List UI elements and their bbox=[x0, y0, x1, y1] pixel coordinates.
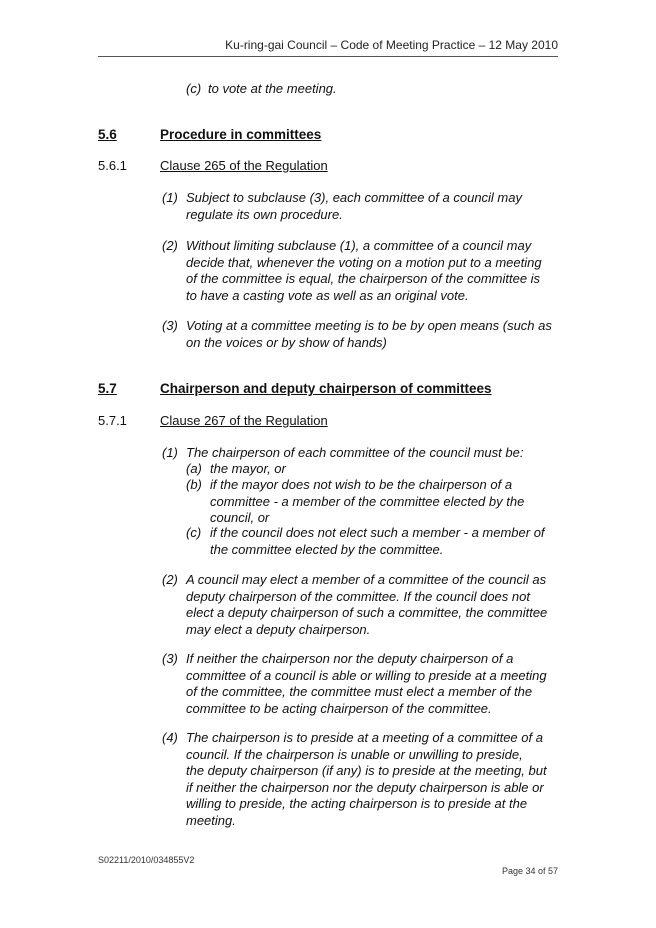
section-title: Chairperson and deputy chairperson of committees bbox=[160, 381, 492, 396]
list-item-text: If neither the chairperson nor the deputy chairperson of a committee of a council is able or willing to preside at a meeting of the committee, the committee must elect a member of the committee to be acting chairperson of the committee. bbox=[186, 651, 547, 716]
section-title: Procedure in committees bbox=[160, 127, 322, 142]
list-item-text: The chairperson of each committee of the council must be: bbox=[186, 445, 524, 460]
list-marker: (b) bbox=[186, 477, 202, 492]
list-marker: (a) bbox=[186, 461, 202, 476]
list-marker: (c) bbox=[186, 525, 202, 540]
subsection-title: Clause 267 of the Regulation bbox=[160, 413, 328, 428]
list-marker: (3) bbox=[162, 651, 178, 666]
page-header: Ku-ring-gai Council – Code of Meeting Practice – 12 May 2010 bbox=[225, 38, 558, 52]
list-item-text: Without limiting subclause (1), a committee of a council may decide that, whenever the voting on a motion put to a meeting of the committee is equal, the chairperson of the committee is to have a casting vote as well as an original vote. bbox=[186, 238, 542, 303]
page-number: Page 34 of 57 bbox=[501, 866, 558, 876]
section-number: 5.6 bbox=[98, 127, 117, 142]
subsection-title: Clause 265 of the Regulation bbox=[160, 158, 328, 173]
list-item-text: the mayor, or bbox=[210, 461, 286, 476]
list-item-text: A council may elect a member of a committee of the council as deputy chairperson of the committee. If the council does not elect a deputy chairperson of such a committee, the committee may elect a deputy chairperson. bbox=[186, 572, 548, 637]
list-item-text: Subject to subclause (3), each committee of a council may regulate its own procedure. bbox=[186, 190, 522, 222]
section-number: 5.7 bbox=[98, 381, 117, 396]
list-marker: (c) bbox=[186, 81, 202, 96]
list-marker: (2) bbox=[162, 572, 178, 587]
list-marker: (2) bbox=[162, 238, 178, 253]
document-reference: S02211/2010/034855V2 bbox=[98, 855, 195, 865]
list-marker: (3) bbox=[162, 318, 178, 333]
list-marker: (1) bbox=[162, 445, 178, 460]
list-item-text: if the mayor does not wish to be the chairperson of a committee - a member of the committee elected by the council, or bbox=[210, 477, 525, 525]
list-item-text: The chairperson is to preside at a meeting of a committee of a council. If the chairperson is unable or unwilling to preside, the deputy chairperson (if any) is to preside at the meeting, but if neither the chairperson nor the deputy chairperson is able or willing to preside, the acting chairperson is to preside at the meeting. bbox=[186, 730, 547, 828]
list-item-text: Voting at a committee meeting is to be by open means (such as on the voices or by show of hands) bbox=[186, 318, 552, 350]
list-marker: (4) bbox=[162, 730, 178, 745]
header-rule bbox=[98, 56, 558, 57]
subsection-number: 5.7.1 bbox=[98, 413, 127, 428]
list-item-text: to vote at the meeting. bbox=[208, 81, 337, 96]
subsection-number: 5.6.1 bbox=[98, 158, 127, 173]
list-item-text: if the council does not elect such a member - a member of the committee elected by the committee. bbox=[210, 525, 545, 557]
list-marker: (1) bbox=[162, 190, 178, 205]
